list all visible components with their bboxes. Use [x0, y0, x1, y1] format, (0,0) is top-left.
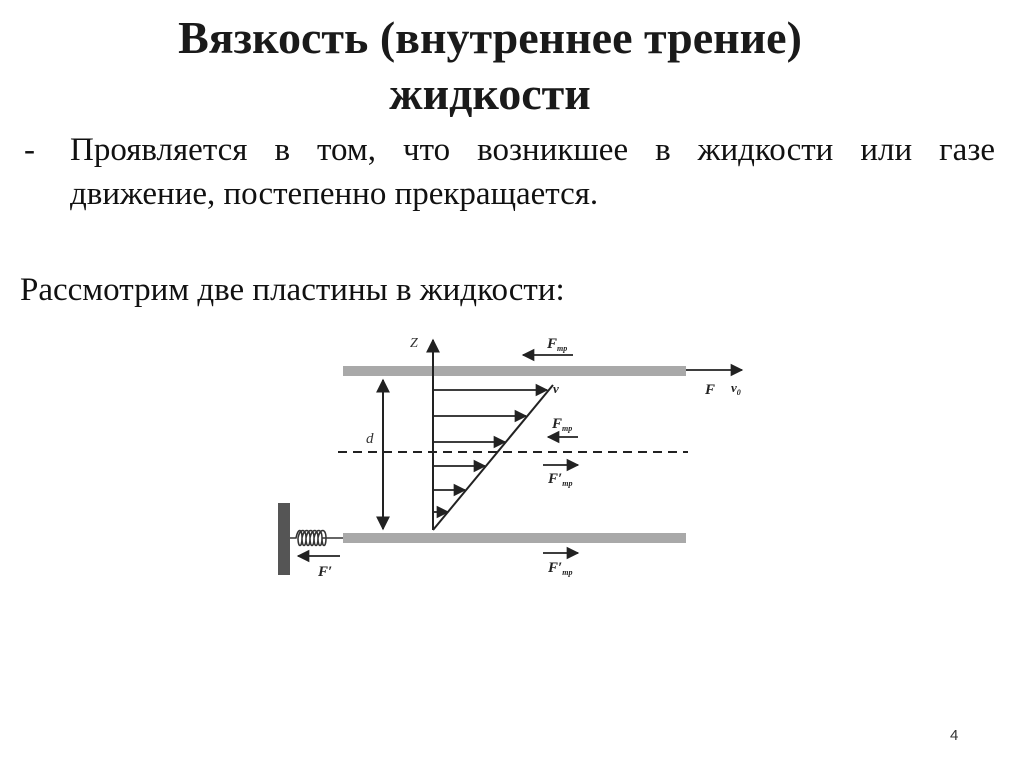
velocity0-label: $v_0$: [731, 380, 741, 397]
distance-label: d: [366, 431, 374, 447]
spring-force-label: F′: [318, 564, 333, 580]
title-line-2: жидкости: [389, 68, 591, 119]
velocity-profile-line: [433, 385, 553, 530]
friction-force-prime-label-middle: $F'_{тр}$: [548, 471, 573, 488]
bottom-plate: [343, 533, 686, 543]
friction-force-label-top: $F_{тр}$: [547, 336, 568, 353]
title-line-1: Вязкость (внутреннее трение): [178, 12, 802, 63]
friction-force-label-middle: $F_{тр}$: [552, 416, 573, 433]
applied-force-label: F: [705, 382, 716, 398]
spring: [290, 531, 343, 546]
wall: [278, 503, 290, 575]
bullet-marker: -: [24, 132, 35, 168]
intro-paragraph: Рассмотрим две пластины в жидкости:: [20, 272, 565, 308]
friction-force-prime-label-bottom: $F'_{тр}$: [548, 560, 573, 577]
velocity-label: v: [553, 381, 559, 396]
z-axis-label: Z: [410, 336, 418, 351]
page-number: 4: [950, 727, 959, 744]
top-plate: [343, 366, 686, 376]
bullet-text: Проявляется в том, что возникшее в жидкости или газе движение, постепенно прекращается.: [70, 132, 995, 212]
